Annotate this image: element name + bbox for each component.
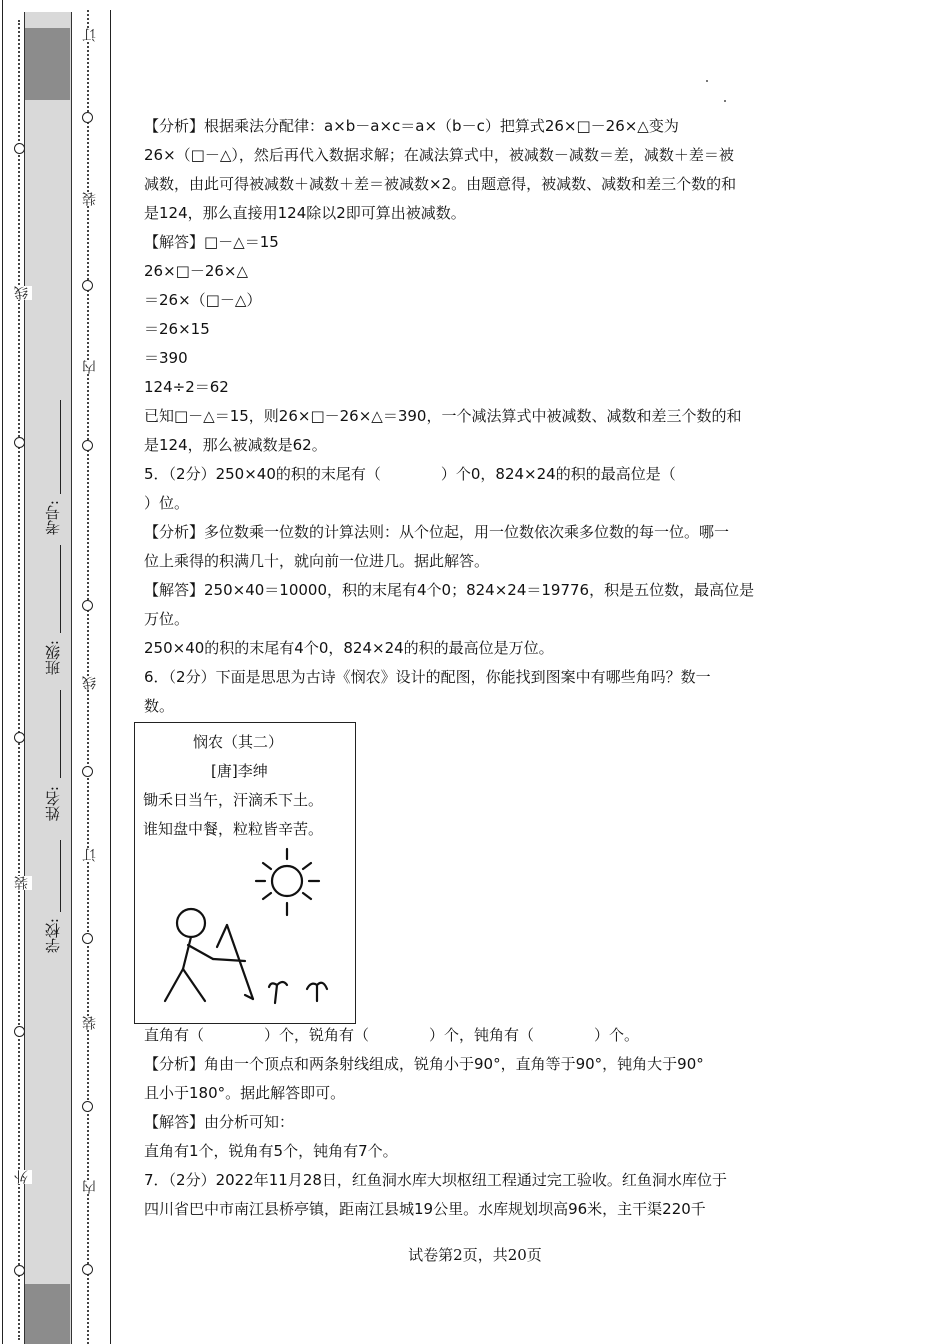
school-field-line[interactable] bbox=[60, 840, 61, 912]
text-line: 直角有1个，锐角有5个，钝角有7个。 bbox=[144, 1142, 398, 1160]
farmer-head-icon bbox=[177, 909, 205, 937]
seal-circle bbox=[82, 440, 93, 451]
school-field-label: 学校: bbox=[44, 918, 62, 954]
seal-circle bbox=[14, 143, 25, 154]
text-line: 减数，由此可得被减数＋减数＋差＝被减数×2。由题意得，被减数、减数和差三个数的和 bbox=[144, 175, 737, 193]
outer-border-line bbox=[2, 0, 3, 1344]
seal-circle bbox=[82, 766, 93, 777]
outer-label-line: 线 bbox=[14, 286, 30, 300]
text-line: 直角有（ ）个，锐角有（ ）个，钝角有（ ）个。 bbox=[144, 1026, 640, 1044]
text-line: 250×40的积的末尾有4个0，824×24的积的最高位是万位。 bbox=[144, 639, 554, 657]
seal-circle bbox=[14, 732, 25, 743]
text-line: ＝26×（□－△） bbox=[144, 291, 262, 309]
outer-label-bind: 装 bbox=[14, 876, 30, 890]
text-line: 且小于180°。据此解答即可。 bbox=[144, 1084, 346, 1102]
text-line: ）位。 bbox=[144, 494, 190, 512]
inner-label-order: 订 bbox=[82, 28, 98, 42]
text-line: ＝390 bbox=[144, 349, 188, 367]
scan-speck bbox=[706, 80, 708, 82]
poem-line-1: 锄禾日当午，汗滴禾下土。 bbox=[143, 791, 324, 809]
seal-circle bbox=[82, 280, 93, 291]
poem-illustration bbox=[134, 722, 356, 1024]
text-line: 【解答】□－△＝15 bbox=[144, 233, 279, 251]
text-line: 【解答】250×40＝10000，积的末尾有4个0；824×24＝19776，积是五位数，最高位是 bbox=[144, 581, 755, 599]
text-line: 万位。 bbox=[144, 610, 190, 628]
outer-dotted-line bbox=[18, 20, 20, 1340]
inner-border-line bbox=[110, 10, 111, 1344]
text-line: 124÷2＝62 bbox=[144, 378, 229, 396]
text-line: 7．（2分）2022年11月28日，红鱼洞水库大坝枢纽工程通过完工验收。红鱼洞水库位于 bbox=[144, 1171, 727, 1189]
seal-circle bbox=[82, 933, 93, 944]
exam-no-field-line[interactable] bbox=[60, 400, 61, 494]
text-line: 26×（□－△），然后再代入数据求解；在减法算式中，被减数－减数＝差，减数＋差＝被 bbox=[144, 146, 734, 164]
name-field-label: 姓名: bbox=[44, 786, 62, 822]
sun-icon bbox=[272, 866, 302, 896]
seal-circle bbox=[14, 1265, 25, 1276]
class-field-line[interactable] bbox=[60, 545, 61, 633]
seal-circle bbox=[82, 1101, 93, 1112]
inner-label-bind: 装 bbox=[82, 192, 98, 206]
seal-circle bbox=[14, 437, 25, 448]
binding-strip bbox=[24, 12, 72, 1344]
name-field-line[interactable] bbox=[60, 690, 61, 778]
inner-label-inside: 内 bbox=[82, 1180, 98, 1194]
text-line: 位上乘得的积满几十，就向前一位进几。据此解答。 bbox=[144, 552, 490, 570]
text-line: 5．（2分）250×40的积的末尾有（ ）个0，824×24的积的最高位是（ bbox=[144, 465, 676, 483]
text-line: 【分析】多位数乘一位数的计算法则：从个位起，用一位数依次乘多位数的每一位。哪一 bbox=[144, 523, 730, 541]
class-field-label: 班级: bbox=[44, 640, 62, 676]
seal-circle bbox=[82, 112, 93, 123]
outer-label-outside: 外 bbox=[14, 1170, 30, 1184]
text-line: ＝26×15 bbox=[144, 320, 210, 338]
text-line: 数。 bbox=[144, 697, 175, 715]
seal-circle bbox=[14, 1026, 25, 1037]
exam-no-field-label: 考号: bbox=[44, 500, 62, 536]
seal-circle bbox=[82, 600, 93, 611]
seal-circle bbox=[82, 1264, 93, 1275]
page-footer: 试卷第2页，共20页 bbox=[408, 1246, 542, 1264]
poem-author: [唐]李绅 bbox=[211, 762, 268, 780]
text-line: 已知□－△＝15，则26×□－26×△＝390，一个减法算式中被减数、减数和差三个数的和 bbox=[144, 407, 742, 425]
text-line: 【分析】角由一个顶点和两条射线组成，锐角小于90°，直角等于90°，钝角大于90° bbox=[144, 1055, 704, 1073]
text-line: 是124，那么直接用124除以2即可算出被减数。 bbox=[144, 204, 466, 222]
inner-label-line: 线 bbox=[82, 676, 98, 690]
text-line: 【解答】由分析可知： bbox=[144, 1113, 295, 1131]
text-line: 四川省巴中市南江县桥亭镇，距南江县城19公里。水库规划坝高96米，主干渠220千 bbox=[144, 1200, 706, 1218]
scan-speck bbox=[724, 100, 726, 102]
poem-title: 悯农（其二） bbox=[193, 733, 284, 751]
text-line: 6．（2分）下面是思思为古诗《悯农》设计的配图，你能找到图案中有哪些角吗？数一 bbox=[144, 668, 711, 686]
inner-label-bind: 装 bbox=[82, 1016, 98, 1030]
inner-label-inside: 内 bbox=[82, 360, 98, 374]
text-line: 【分析】根据乘法分配律：a×b－a×c＝a×（b－c）把算式26×□－26×△变为 bbox=[144, 117, 679, 135]
stick-figure-drawing bbox=[135, 723, 355, 1023]
poem-line-2: 谁知盘中餐，粒粒皆辛苦。 bbox=[143, 820, 324, 838]
text-line: 是124，那么被减数是62。 bbox=[144, 436, 327, 454]
inner-label-order: 订 bbox=[82, 848, 98, 862]
binding-dark-bottom bbox=[25, 1284, 70, 1344]
binding-dark-top bbox=[25, 28, 70, 100]
text-line: 26×□－26×△ bbox=[144, 262, 249, 280]
